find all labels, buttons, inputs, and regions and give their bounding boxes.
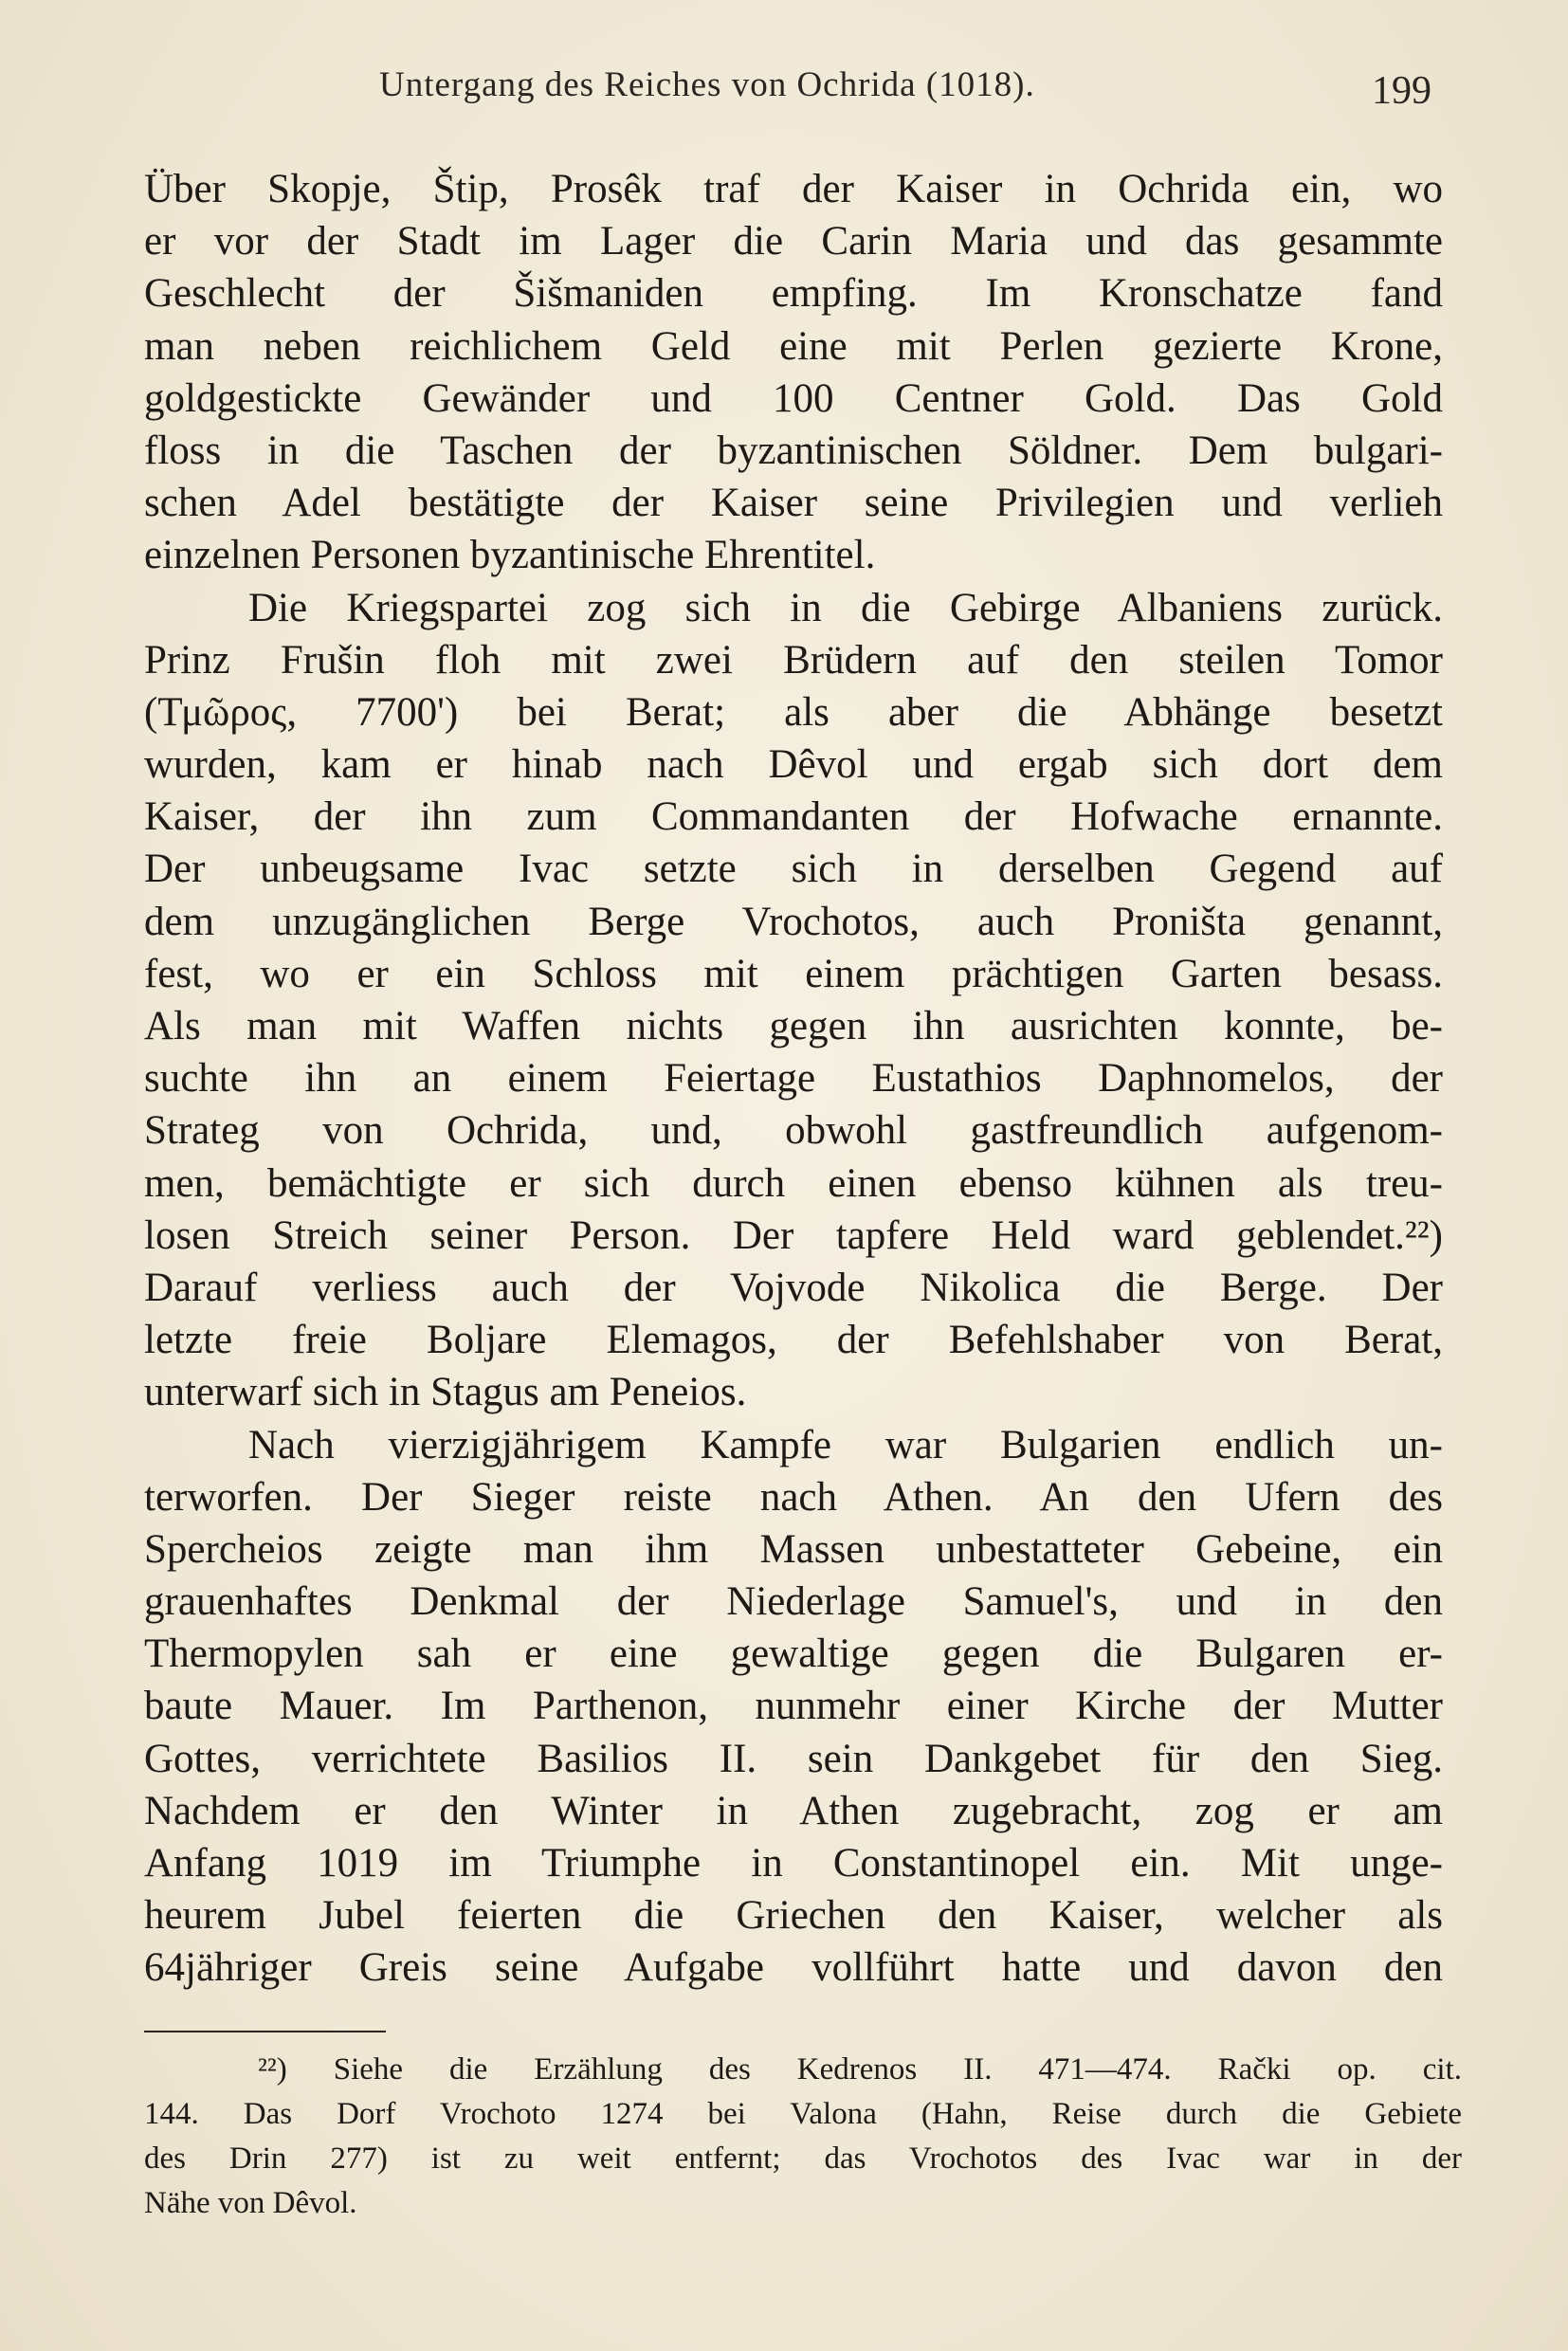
text-line: Thermopylen sah er eine gewaltige gegen die Bulgaren er- — [144, 1631, 1443, 1677]
body-text — [144, 163, 1443, 1995]
text-line: terworfen. Der Sieger reiste nach Athen. An den Ufern des — [144, 1474, 1443, 1520]
text-line: Anfang 1019 im Triumphe in Constantinopel ein. Mit unge- — [144, 1841, 1443, 1886]
text-line: Als man mit Waffen nichts gegen ihn ausrichten konnte, be- — [144, 1004, 1443, 1048]
footnote-line: 144. Das Dorf Vrochoto 1274 bei Valona (Hahn, Reise durch die Gebiete — [144, 2097, 1462, 2131]
footnote-line: Nähe von Dêvol. — [144, 2186, 357, 2220]
text-line: men, bemächtigte er sich durch einen ebenso kühnen als treu- — [144, 1160, 1443, 1206]
text-line: Gottes, verrichtete Basilios II. sein Dankgebet für den Sieg. — [144, 1736, 1443, 1781]
text-line: Über Skopje, Štip, Prosêk traf der Kaiser in Ochrida ein, wo — [144, 167, 1443, 211]
footnote-line: ²²) Siehe die Erzählung des Kedrenos II. 471—474. Rački op. cit. — [258, 2052, 1462, 2087]
text-line: floss in die Taschen der byzantinischen Söldner. Dem bulgari- — [144, 428, 1443, 473]
text-line: er vor der Stadt im Lager die Carin Maria und das gesammte — [144, 219, 1443, 264]
text-line: Nachdem er den Winter in Athen zugebracht, zog er am — [144, 1788, 1443, 1833]
text-line: Prinz Frušin floh mit zwei Brüdern auf den steilen Tomor — [144, 637, 1443, 683]
text-line: baute Mauer. Im Parthenon, nunmehr einer Kirche der Mutter — [144, 1684, 1443, 1729]
text-line: Strateg von Ochrida, und, obwohl gastfreundlich aufgenom- — [144, 1108, 1443, 1154]
footnote-line: des Drin 277) ist zu weit entfernt; das Vrochotos des Ivac war in der — [144, 2141, 1462, 2176]
text-line: heurem Jubel feierten die Griechen den Kaiser, welcher als — [144, 1893, 1443, 1939]
text-line: Kaiser, der ihn zum Commandanten der Hofwache ernannte. — [144, 794, 1443, 840]
text-line: wurden, kam er hinab nach Dêvol und ergab sich dort dem — [144, 742, 1443, 788]
text-line: man neben reichlichem Geld eine mit Perlen gezierte Krone, — [144, 323, 1443, 369]
footnote-divider — [144, 2031, 386, 2032]
text-line: Die Kriegspartei zog sich in die Gebirge Albaniens zurück. — [248, 585, 1443, 630]
text-line: Der unbeugsame Ivac setzte sich in derselben Gegend auf — [144, 847, 1443, 892]
text-line: fest, wo er ein Schloss mit einem prächtigen Garten besass. — [144, 951, 1443, 996]
text-line: goldgestickte Gewänder und 100 Centner Gold. Das Gold — [144, 375, 1443, 421]
text-line: Darauf verliess auch der Vojvode Nikolica die Berge. Der — [144, 1265, 1443, 1310]
text-line: letzte freie Boljare Elemagos, der Befehlshaber von Berat, — [144, 1318, 1443, 1363]
text-line: grauenhaftes Denkmal der Niederlage Samuel's, und in den — [144, 1579, 1443, 1625]
text-line: dem unzugänglichen Berge Vrochotos, auch Proništa genannt, — [144, 899, 1443, 944]
text-line: Geschlecht der Šišmaniden empfing. Im Kronschatze fand — [144, 271, 1443, 317]
text-line: (Τμῶρος, 7700') bei Berat; als aber die Abhänge besetzt — [144, 689, 1443, 735]
text-line: Nach vierzigjährigem Kampfe war Bulgarien endlich un- — [248, 1422, 1443, 1467]
text-line: einzelnen Personen byzantinische Ehrentitel. — [144, 533, 876, 578]
text-line: losen Streich seiner Person. Der tapfere Held ward geblendet.²²) — [144, 1212, 1443, 1258]
footnotes — [144, 2048, 1462, 2226]
text-line: Spercheios zeigte man ihm Massen unbestatteter Gebeine, ein — [144, 1526, 1443, 1572]
text-line: suchte ihn an einem Feiertage Eustathios Daphnomelos, der — [144, 1056, 1443, 1102]
running-head — [142, 64, 1450, 121]
text-line: 64jähriger Greis seine Aufgabe vollführt hatte und davon den — [144, 1945, 1443, 1991]
text-line: schen Adel bestätigte der Kaiser seine Privilegien und verlieh — [144, 481, 1443, 526]
page-number: 199 — [1372, 69, 1431, 113]
text-line: unterwarf sich in Stagus am Peneios. — [144, 1370, 747, 1415]
running-title: Untergang des Reiches von Ochrida (1018). — [379, 65, 1035, 104]
